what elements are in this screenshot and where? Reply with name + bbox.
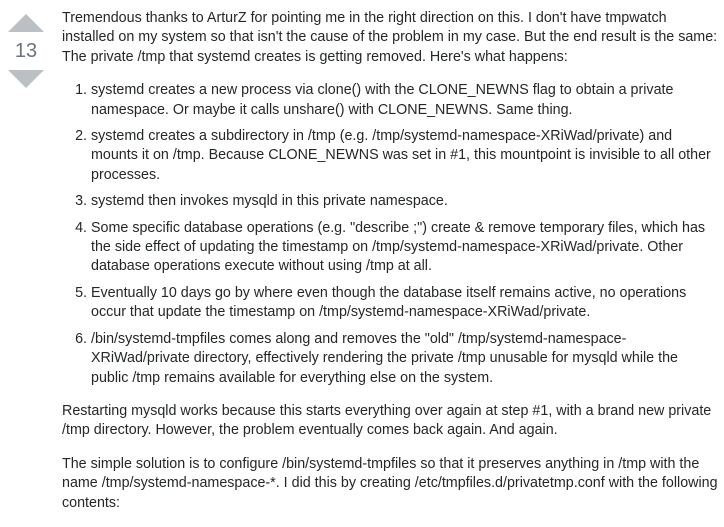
intro-paragraph: Tremendous thanks to ArturZ for pointing me in the right direction on this. I don't have tmpwatch installed on my system so that isn't the cause of the problem in my case. But the end result is the same: The private /tmp that systemd creates is getting removed. Here's what happens: <box>62 10 718 65</box>
downvote-arrow-icon[interactable] <box>8 70 44 88</box>
list-item: 5. Eventually 10 days go by where even though the database itself remains active, no operations occur that update the timestamp on /tmp/systemd-namespace-XRiWad/private. <box>91 284 718 323</box>
restart-paragraph: Restarting mysqld works because this starts everything over again at step #1, with a brand new private /tmp directory. However, the problem eventually comes back again. And again. <box>62 402 712 439</box>
steps-list <box>62 81 718 388</box>
answer-body <box>62 9 718 527</box>
list-item: 4. Some specific database operations (e.g. "describe ;") create & remove temporary files, which has the side effect of updating the timestamp on /tmp/systemd-namespace-XRiWad/private. Other database operations execute without using /tmp at all. <box>91 219 718 277</box>
solution-paragraph: The simple solution is to configure /bin/systemd-tmpfiles so that it preserves anything in /tmp with the name /tmp/systemd-namespace-*. I did this by creating /etc/tmpfiles.d/privatetmp.conf with the following contents: <box>62 455 718 511</box>
list-item: 3. systemd then invokes mysqld in this private namespace. <box>91 192 718 211</box>
vote-count: 13 <box>14 40 38 62</box>
upvote-arrow-icon[interactable] <box>8 14 44 32</box>
list-item: 6. /bin/systemd-tmpfiles comes along and removes the "old" /tmp/systemd-namespace-XRiWad/private directory, effectively rendering the private /tmp unusable for mysqld while the public /tmp remains available for everything else on the system. <box>91 330 718 388</box>
list-item: 1. systemd creates a new process via clone() with the CLONE_NEWNS flag to obtain a private namespace. Or maybe it calls unshare() with CLONE_NEWNS. Same thing. <box>91 81 718 120</box>
list-item: 2. systemd creates a subdirectory in /tmp (e.g. /tmp/systemd-namespace-XRiWad/private) and mounts it on /tmp. Because CLONE_NEWNS was set in #1, this mountpoint is invisible to all other processes. <box>91 127 718 185</box>
vote-cell <box>0 6 52 88</box>
